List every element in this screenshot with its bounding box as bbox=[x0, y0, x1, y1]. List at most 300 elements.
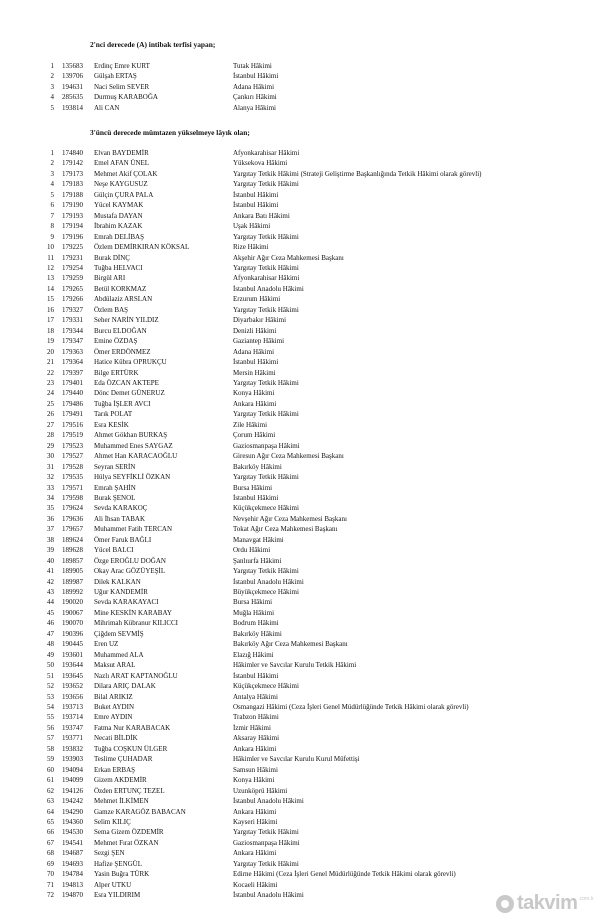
table-row bbox=[0, 765, 600, 775]
row-number: 69 bbox=[47, 859, 54, 868]
person-name: Fatma Nur KARABACAK bbox=[94, 723, 171, 732]
sicil-number: 179528 bbox=[62, 462, 83, 471]
table-row bbox=[0, 535, 600, 545]
duty-place: Ankara Hâkimi bbox=[233, 744, 277, 753]
person-name: Tuğba İŞLER AVCI bbox=[94, 399, 151, 408]
sicil-number: 174840 bbox=[62, 149, 83, 157]
table-row bbox=[0, 796, 600, 806]
table-row bbox=[0, 754, 600, 764]
table-row bbox=[0, 786, 600, 796]
sicil-number: 193903 bbox=[62, 755, 83, 764]
person-name: Mustafa DAYAN bbox=[94, 211, 143, 220]
person-name: Tarık POLAT bbox=[94, 410, 133, 419]
table-row bbox=[0, 82, 600, 92]
person-name: İbrahim KAZAK bbox=[94, 222, 143, 231]
table-row bbox=[0, 838, 600, 848]
duty-place: Küçükçekmece Hâkimi bbox=[233, 682, 299, 691]
row-number: 2 bbox=[50, 159, 54, 168]
person-name: Hatice Kübra OPRUKÇU bbox=[94, 358, 167, 367]
person-name: Yücel KAYMAK bbox=[94, 201, 144, 210]
person-name: Hafize ŞENGÜL bbox=[94, 859, 143, 868]
table-row bbox=[0, 618, 600, 628]
table-row bbox=[0, 681, 600, 691]
person-name: Ömer ERDÖNMEZ bbox=[94, 347, 151, 356]
sicil-number: 193656 bbox=[62, 692, 83, 701]
person-name: Nazlı ARAT KAPTANOĞLU bbox=[94, 671, 178, 680]
table-row bbox=[0, 211, 600, 221]
row-number: 42 bbox=[47, 577, 54, 586]
table-row bbox=[0, 92, 600, 102]
table-row bbox=[0, 744, 600, 754]
duty-place: Giresun Ağır Ceza Mahkemesi Başkanı bbox=[233, 452, 344, 461]
sicil-number: 193713 bbox=[62, 703, 83, 712]
row-number: 28 bbox=[47, 431, 54, 440]
person-name: Özge EROĞLU DOĞAN bbox=[94, 556, 166, 565]
sicil-number: 139706 bbox=[62, 72, 83, 81]
person-name: Dönc Demet GÜNERUZ bbox=[94, 389, 165, 398]
sicil-number: 179344 bbox=[62, 326, 83, 335]
duty-place: Tutak Hâkimi bbox=[233, 62, 272, 70]
duty-place: Bakırköy Hâkimi bbox=[233, 462, 282, 471]
table-row bbox=[0, 472, 600, 482]
row-number: 3 bbox=[50, 82, 54, 91]
table-row bbox=[0, 253, 600, 263]
table-row bbox=[0, 169, 600, 179]
table-row bbox=[0, 284, 600, 294]
table-row bbox=[0, 503, 600, 513]
table-row bbox=[0, 848, 600, 858]
person-name: Burcu ELDOĞAN bbox=[94, 326, 147, 335]
sicil-number: 190067 bbox=[62, 608, 83, 617]
row-number: 62 bbox=[47, 786, 54, 795]
row-number: 56 bbox=[47, 723, 54, 732]
table-row bbox=[0, 556, 600, 566]
row-number: 19 bbox=[47, 337, 54, 346]
row-number: 31 bbox=[47, 462, 54, 471]
person-name: Erdinç Emre KURT bbox=[94, 62, 150, 70]
person-name: Sevda KARAKOÇ bbox=[94, 504, 148, 513]
duty-place: İstanbul Hâkimi bbox=[233, 493, 279, 502]
person-name: Ali İhsan TABAK bbox=[94, 514, 146, 523]
duty-place: Yargıtay Tetkik Hâkimi bbox=[233, 305, 299, 314]
duty-place: Bodrum Hâkimi bbox=[233, 619, 279, 628]
sicil-number: 179173 bbox=[62, 169, 83, 178]
duty-place: İstanbul Anadolu Hâkimi bbox=[233, 577, 304, 586]
row-number: 11 bbox=[47, 253, 54, 262]
row-number: 36 bbox=[47, 514, 54, 523]
table-row bbox=[0, 103, 600, 113]
person-name: Birgül ARI bbox=[94, 274, 126, 283]
sicil-number: 179519 bbox=[62, 431, 83, 440]
person-name: Özlem DEMİRKIRAN KÖKSAL bbox=[94, 243, 190, 252]
duty-place: Bursa Hâkimi bbox=[233, 598, 273, 607]
row-number: 4 bbox=[50, 93, 54, 102]
sicil-number: 179364 bbox=[62, 358, 83, 367]
table-row bbox=[0, 378, 600, 388]
duty-place: İstanbul Hâkimi bbox=[233, 190, 279, 199]
sicil-number: 193832 bbox=[62, 744, 83, 753]
table-row bbox=[0, 148, 600, 158]
duty-place: Yargıtay Tetkik Hâkimi (Strateji Geliştirme Başkanlığında Tetkik Hâkimi olarak görevli) bbox=[233, 169, 482, 178]
row-number: 12 bbox=[47, 263, 54, 272]
sicil-number: 194094 bbox=[62, 765, 83, 774]
person-name: Buket AYDIN bbox=[94, 703, 134, 712]
sicil-number: 190396 bbox=[62, 629, 83, 638]
table-row bbox=[0, 483, 600, 493]
person-name: Emre AYDIN bbox=[94, 713, 133, 722]
duty-place: Yargıtay Tetkik Hâkimi bbox=[233, 232, 299, 241]
duty-place: İstanbul Hâkimi bbox=[233, 671, 279, 680]
row-number: 50 bbox=[47, 661, 54, 670]
table-row bbox=[0, 577, 600, 587]
person-name: Gülşah ERTAŞ bbox=[94, 72, 137, 81]
row-number: 24 bbox=[47, 389, 54, 398]
sicil-number: 179190 bbox=[62, 201, 83, 210]
sicil-number: 179231 bbox=[62, 253, 83, 262]
duty-place: Konya Hâkimi bbox=[233, 389, 275, 398]
sicil-number: 190020 bbox=[62, 598, 83, 607]
duty-place: Yargıtay Tetkik Hâkimi bbox=[233, 567, 299, 576]
row-number: 30 bbox=[47, 452, 54, 461]
table-row bbox=[0, 827, 600, 837]
person-name: Ahmet Han KARACAOĞLU bbox=[94, 452, 178, 461]
table-row bbox=[0, 723, 600, 733]
duty-place: Bursa Hâkimi bbox=[233, 483, 273, 492]
sicil-number: 194530 bbox=[62, 828, 83, 837]
duty-place: Muğla Hâkimi bbox=[233, 608, 275, 617]
table-row bbox=[0, 514, 600, 524]
sicil-number: 179266 bbox=[62, 295, 83, 304]
sicil-number: 194631 bbox=[62, 82, 83, 91]
table-row bbox=[0, 430, 600, 440]
person-name: Bilge ERTÜRK bbox=[94, 368, 139, 377]
sicil-number: 179142 bbox=[62, 159, 83, 168]
sicil-number: 179363 bbox=[62, 347, 83, 356]
person-name: Durmuş KARABOĞA bbox=[94, 93, 158, 102]
row-number: 23 bbox=[47, 378, 54, 387]
duty-place: Kayseri Hâkimi bbox=[233, 818, 278, 826]
row-number: 67 bbox=[47, 838, 54, 847]
sicil-number: 189992 bbox=[62, 588, 83, 597]
table-row bbox=[0, 493, 600, 503]
sicil-number: 179516 bbox=[62, 420, 83, 429]
person-name: Mehmet Fırat ÖZKAN bbox=[94, 838, 159, 847]
duty-place: Rize Hâkimi bbox=[233, 243, 269, 252]
row-number: 39 bbox=[47, 546, 54, 555]
sicil-number: 189624 bbox=[62, 535, 83, 544]
row-number: 18 bbox=[47, 326, 54, 335]
person-name: Seher NARİN YILDIZ bbox=[94, 316, 159, 325]
table-row bbox=[0, 650, 600, 660]
person-name: Seyran SERİN bbox=[94, 462, 136, 471]
sicil-number: 189628 bbox=[62, 546, 83, 555]
row-number: 68 bbox=[47, 849, 54, 858]
duty-place: Ankara Hâkimi bbox=[233, 807, 277, 816]
row-number: 64 bbox=[47, 807, 54, 816]
row-number: 7 bbox=[50, 211, 54, 220]
sicil-number: 179523 bbox=[62, 441, 83, 450]
row-number: 2 bbox=[50, 72, 54, 81]
person-name: Emel AFAN ÜNEL bbox=[94, 159, 150, 168]
person-name: Elvan BAYDEMİR bbox=[94, 149, 149, 157]
row-number: 41 bbox=[47, 567, 54, 576]
table-row bbox=[0, 462, 600, 472]
person-name: Muhammed ALA bbox=[94, 650, 144, 659]
duty-place: Bakırköy Ağır Ceza Mahkemesi Başkanı bbox=[233, 640, 348, 649]
duty-place: Mersin Hâkimi bbox=[233, 368, 276, 377]
sicil-number: 194870 bbox=[62, 891, 83, 900]
sicil-number: 194813 bbox=[62, 880, 83, 889]
person-name: Özlem BAŞ bbox=[94, 305, 129, 314]
duty-place: Elazığ Hâkimi bbox=[233, 650, 274, 659]
row-number: 46 bbox=[47, 619, 54, 628]
sicil-number: 179188 bbox=[62, 190, 83, 199]
sicil-number: 179194 bbox=[62, 222, 83, 231]
row-number: 1 bbox=[50, 149, 54, 157]
person-name: Bilal ARIKIZ bbox=[94, 692, 133, 701]
person-name: Özden ERTUNÇ TEZEL bbox=[94, 786, 165, 795]
row-number: 43 bbox=[47, 588, 54, 597]
duty-place: Akşehir Ağır Ceza Mahkemesi Başkanı bbox=[233, 253, 344, 262]
duty-place: Aksaray Hâkimi bbox=[233, 734, 280, 743]
row-number: 5 bbox=[50, 103, 54, 112]
duty-place: İstanbul Anadolu Hâkimi bbox=[233, 891, 304, 900]
duty-place: Hâkimler ve Savcılar Kurulu Tetkik Hâkimi bbox=[233, 661, 357, 670]
sicil-number: 189857 bbox=[62, 556, 83, 565]
sicil-number: 179193 bbox=[62, 211, 83, 220]
person-name: Betül KORKMAZ bbox=[94, 284, 147, 293]
table-row bbox=[0, 639, 600, 649]
sicil-number: 179624 bbox=[62, 504, 83, 513]
row-number: 16 bbox=[47, 305, 54, 314]
sicil-number: 179401 bbox=[62, 378, 83, 387]
table-row bbox=[0, 660, 600, 670]
table-row bbox=[0, 326, 600, 336]
sicil-number: 179397 bbox=[62, 368, 83, 377]
row-number: 26 bbox=[47, 410, 54, 419]
duty-place: İzmir Hâkimi bbox=[233, 723, 271, 732]
sicil-number: 179347 bbox=[62, 337, 83, 346]
person-name: Sevda KARAKAYACI bbox=[94, 598, 159, 607]
row-number: 15 bbox=[47, 295, 54, 304]
row-number: 58 bbox=[47, 744, 54, 753]
sicil-number: 190445 bbox=[62, 640, 83, 649]
section-heading-intibak: 2'nci derecede (A) intibak terfisi yapan; bbox=[90, 40, 216, 49]
person-name: Uğur KANDEMİR bbox=[94, 588, 148, 597]
duty-place: Trabzon Hâkimi bbox=[233, 713, 279, 722]
row-number: 47 bbox=[47, 629, 54, 638]
row-number: 60 bbox=[47, 765, 54, 774]
duty-place: Ankara Hâkimi bbox=[233, 399, 277, 408]
person-name: Sezgi ŞEN bbox=[94, 849, 125, 858]
table-row bbox=[0, 71, 600, 81]
person-name: Dilek KALKAN bbox=[94, 577, 141, 586]
duty-place: İstanbul Hâkimi bbox=[233, 201, 279, 210]
person-name: Dilara ARIÇ DALAK bbox=[94, 682, 156, 691]
person-name: Eren UZ bbox=[94, 640, 119, 649]
sicil-number: 194541 bbox=[62, 838, 83, 847]
duty-place: Büyükçekmece Hâkimi bbox=[233, 588, 299, 597]
table-row bbox=[0, 671, 600, 681]
sicil-number: 285635 bbox=[62, 93, 83, 102]
row-number: 59 bbox=[47, 755, 54, 764]
row-number: 32 bbox=[47, 473, 54, 482]
duty-place: Uşak Hâkimi bbox=[233, 222, 271, 231]
duty-place: Ordu Hâkimi bbox=[233, 546, 271, 555]
person-name: Ali CAN bbox=[94, 103, 120, 112]
row-number: 48 bbox=[47, 640, 54, 649]
duty-place: Samsun Hâkimi bbox=[233, 765, 278, 774]
table-row bbox=[0, 807, 600, 817]
duty-place: Adana Hâkimi bbox=[233, 82, 275, 91]
duty-place: Gaziosmanpaşa Hâkimi bbox=[233, 441, 300, 450]
person-name: Sema Gizem ÖZDEMİR bbox=[94, 828, 164, 837]
section-list-mumtazen bbox=[0, 148, 600, 901]
table-row bbox=[0, 315, 600, 325]
duty-place: Hâkimler ve Savcılar Kurulu Kurul Müfettişi bbox=[233, 755, 360, 764]
row-number: 22 bbox=[47, 368, 54, 377]
person-name: Naci Selim SEVER bbox=[94, 82, 150, 91]
sicil-number: 179225 bbox=[62, 243, 83, 252]
table-row bbox=[0, 347, 600, 357]
person-name: Gizem AKDEMİR bbox=[94, 776, 147, 785]
person-name: Muhammed Enes SAYGAZ bbox=[94, 441, 173, 450]
section-heading-mumtazen: 3'üncü derecede mümtazen yükselmeye lâyık olan; bbox=[90, 128, 250, 137]
table-row bbox=[0, 232, 600, 242]
table-row bbox=[0, 566, 600, 576]
row-number: 14 bbox=[47, 284, 54, 293]
sicil-number: 190070 bbox=[62, 619, 83, 628]
table-row bbox=[0, 608, 600, 618]
table-row bbox=[0, 399, 600, 409]
row-number: 45 bbox=[47, 608, 54, 617]
table-row bbox=[0, 179, 600, 189]
table-row bbox=[0, 629, 600, 639]
person-name: Burak ŞENOL bbox=[94, 493, 136, 502]
row-number: 27 bbox=[47, 420, 54, 429]
person-name: Alper UTKU bbox=[94, 880, 132, 889]
person-name: Emrah DELİBAŞ bbox=[94, 232, 144, 241]
table-row bbox=[0, 263, 600, 273]
duty-place: Yargıtay Tetkik Hâkimi bbox=[233, 828, 299, 837]
sicil-number: 193814 bbox=[62, 103, 83, 112]
person-name: Okay Arас GÖZÜYEŞİL bbox=[94, 567, 166, 576]
row-number: 34 bbox=[47, 493, 54, 502]
sicil-number: 193747 bbox=[62, 723, 83, 732]
table-row bbox=[0, 409, 600, 419]
duty-place: Gaziosmanpaşa Hâkimi bbox=[233, 838, 300, 847]
person-name: Mehmet Akif ÇOLAK bbox=[94, 169, 158, 178]
duty-place: Çorum Hâkimi bbox=[233, 431, 276, 440]
duty-place: Adana Hâkimi bbox=[233, 347, 275, 356]
row-number: 52 bbox=[47, 682, 54, 691]
person-name: Emine ÖZDAŞ bbox=[94, 337, 138, 346]
sicil-number: 194099 bbox=[62, 776, 83, 785]
table-row bbox=[0, 305, 600, 315]
row-number: 33 bbox=[47, 483, 54, 492]
duty-place: Ankara Batı Hâkimi bbox=[233, 211, 290, 220]
sicil-number: 189987 bbox=[62, 577, 83, 586]
row-number: 9 bbox=[50, 232, 54, 241]
table-row bbox=[0, 221, 600, 231]
table-row bbox=[0, 597, 600, 607]
table-row bbox=[0, 61, 600, 71]
person-name: Ömer Faruk BAĞLI bbox=[94, 535, 152, 544]
duty-place: İstanbul Anadolu Hâkimi bbox=[233, 797, 304, 806]
duty-place: Yargıtay Tetkik Hâkimi bbox=[233, 263, 299, 272]
duty-place: Afyonkarahisar Hâkimi bbox=[233, 274, 300, 283]
table-row bbox=[0, 775, 600, 785]
sicil-number: 179535 bbox=[62, 473, 83, 482]
table-row bbox=[0, 441, 600, 451]
sicil-number: 193644 bbox=[62, 661, 83, 670]
person-name: Hülya SEYFİKLİ ÖZKAN bbox=[94, 473, 171, 482]
row-number: 40 bbox=[47, 556, 54, 565]
watermark-suffix: .com.tr bbox=[578, 896, 594, 902]
duty-place: Denizli Hâkimi bbox=[233, 326, 277, 335]
table-row bbox=[0, 451, 600, 461]
person-name: Abdülaziz ARSLAN bbox=[94, 295, 153, 304]
table-row bbox=[0, 712, 600, 722]
person-name: Ahmet Gökhan BURKAŞ bbox=[94, 431, 168, 440]
table-row bbox=[0, 587, 600, 597]
person-name: Emrah ŞAHİN bbox=[94, 483, 136, 492]
table-row bbox=[0, 692, 600, 702]
sicil-number: 194126 bbox=[62, 786, 83, 795]
row-number: 70 bbox=[47, 870, 54, 879]
sicil-number: 179327 bbox=[62, 305, 83, 314]
row-number: 66 bbox=[47, 828, 54, 837]
duty-place: Yüksekova Hâkimi bbox=[233, 159, 288, 168]
sicil-number: 179636 bbox=[62, 514, 83, 523]
person-name: Maksut ARAL bbox=[94, 661, 136, 670]
table-row bbox=[0, 190, 600, 200]
duty-place: Diyarbakır Hâkimi bbox=[233, 316, 287, 325]
duty-place: Şanlıurfa Hâkimi bbox=[233, 556, 282, 565]
sicil-number: 194360 bbox=[62, 818, 83, 826]
person-name: Tuğba COŞKUN ÜLGER bbox=[94, 744, 168, 753]
duty-place: Erzurum Hâkimi bbox=[233, 295, 281, 304]
person-name: Mihrimah Kübranur KILICCI bbox=[94, 619, 178, 628]
duty-place: Yargıtay Tetkik Hâkimi bbox=[233, 473, 299, 482]
sicil-number: 194687 bbox=[62, 849, 83, 858]
person-name: Esra KESİK bbox=[94, 420, 129, 429]
sicil-number: 135683 bbox=[62, 62, 83, 70]
duty-place: Alanya Hâkimi bbox=[233, 103, 276, 112]
sicil-number: 194693 bbox=[62, 859, 83, 868]
duty-place: Yargıtay Tetkik Hâkimi bbox=[233, 180, 299, 189]
duty-place: Bakırköy Hâkimi bbox=[233, 629, 282, 638]
duty-place: Afyonkarahisar Hâkimi bbox=[233, 149, 300, 157]
row-number: 61 bbox=[47, 776, 54, 785]
sicil-number: 179440 bbox=[62, 389, 83, 398]
sicil-number: 194242 bbox=[62, 797, 83, 806]
row-number: 6 bbox=[50, 201, 54, 210]
person-name: Selim KILIÇ bbox=[94, 818, 131, 826]
table-row bbox=[0, 702, 600, 712]
table-row bbox=[0, 242, 600, 252]
table-row bbox=[0, 357, 600, 367]
table-row bbox=[0, 869, 600, 879]
duty-place: Yargıtay Tetkik Hâkimi bbox=[233, 859, 299, 868]
table-row bbox=[0, 733, 600, 743]
table-row bbox=[0, 158, 600, 168]
sicil-number: 193645 bbox=[62, 671, 83, 680]
logo-icon bbox=[496, 895, 514, 913]
sicil-number: 179527 bbox=[62, 452, 83, 461]
duty-place: Kocaeli Hâkimi bbox=[233, 880, 278, 889]
sicil-number: 179183 bbox=[62, 180, 83, 189]
